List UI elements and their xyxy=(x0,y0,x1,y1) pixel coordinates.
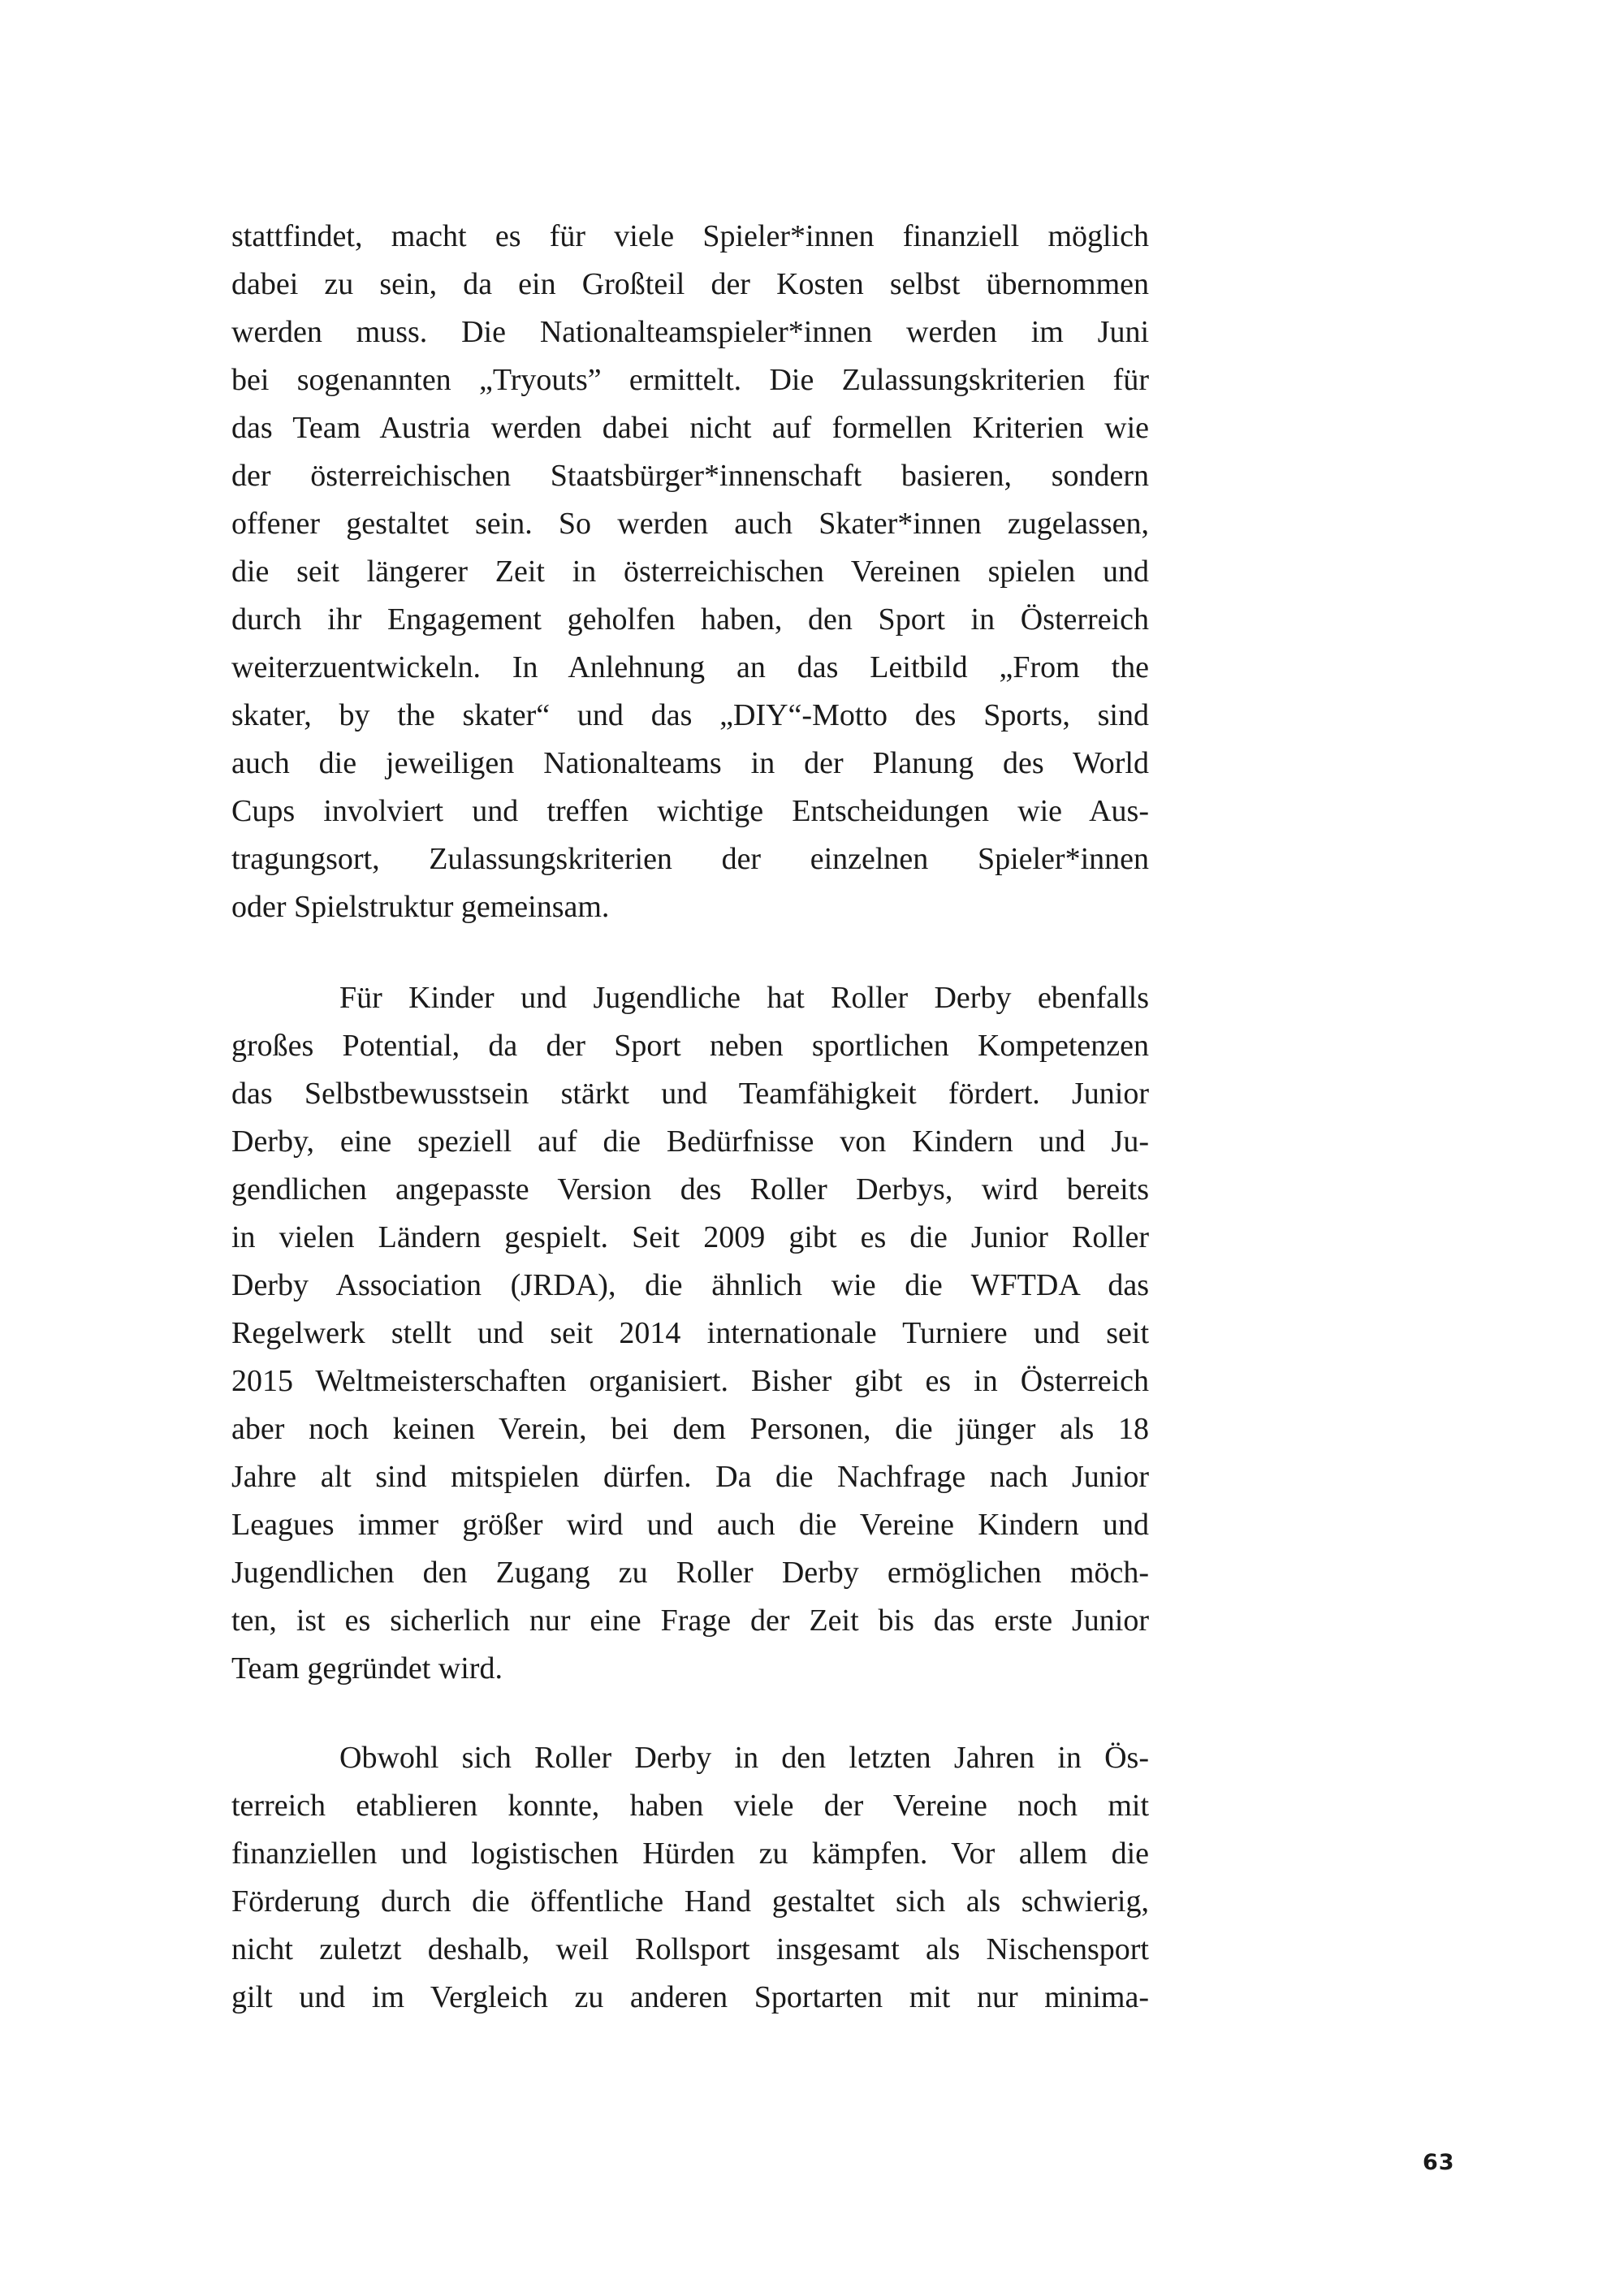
text-line: Förderung durch die öffentliche Hand gestaltet sich als schwierig, xyxy=(231,1884,1149,1919)
text-line: stattfindet, macht es für viele Spieler*innen finanziell möglich xyxy=(231,219,1149,253)
text-line: Cups involviert und treffen wichtige Entscheidungen wie Aus- xyxy=(231,794,1149,828)
text-line: bei sogenannten „Tryouts” ermittelt. Die Zulassungskriterien für xyxy=(231,363,1149,397)
text-line: Für Kinder und Jugendliche hat Roller Derby ebenfalls xyxy=(339,981,1149,1015)
text-line: der österreichischen Staatsbürger*innenschaft basieren, sondern xyxy=(231,459,1149,493)
paragraph-world-cup xyxy=(231,213,1149,931)
text-line: Obwohl sich Roller Derby in den letzten Jahren in Ös- xyxy=(339,1741,1149,1775)
text-line: Regelwerk stellt und seit 2014 internationale Turniere und seit xyxy=(231,1316,1149,1350)
text-line: aber noch keinen Verein, bei dem Personen, die jünger als 18 xyxy=(231,1412,1149,1446)
text-line: werden muss. Die Nationalteamspieler*innen werden im Juni xyxy=(231,315,1149,349)
text-line: das Team Austria werden dabei nicht auf formellen Kriterien wie xyxy=(231,411,1149,445)
text-line: dabei zu sein, da ein Großteil der Kosten selbst übernommen xyxy=(231,267,1149,301)
text-line: Jugendlichen den Zugang zu Roller Derby ermöglichen möch- xyxy=(231,1556,1149,1590)
paragraph-junior-derby xyxy=(231,974,1149,1693)
text-line: oder Spielstruktur gemeinsam. xyxy=(231,890,610,924)
text-line: Leagues immer größer wird und auch die Vereine Kindern und xyxy=(231,1508,1149,1542)
paragraph-funding xyxy=(231,1734,1149,2022)
text-line: gendlichen angepasste Version des Roller Derbys, wird bereits xyxy=(231,1172,1149,1206)
text-line: terreich etablieren konnte, haben viele der Vereine noch mit xyxy=(231,1789,1149,1823)
text-line: das Selbstbewusstsein stärkt und Teamfähigkeit fördert. Junior xyxy=(231,1077,1149,1111)
text-line: Derby, eine speziell auf die Bedürfnisse von Kindern und Ju- xyxy=(231,1124,1149,1159)
text-line: ten, ist es sicherlich nur eine Frage der Zeit bis das erste Junior xyxy=(231,1604,1149,1638)
text-line: finanziellen und logistischen Hürden zu kämpfen. Vor allem die xyxy=(231,1837,1149,1871)
text-line: offener gestaltet sein. So werden auch Skater*innen zugelassen, xyxy=(231,507,1149,541)
text-line: großes Potential, da der Sport neben sportlichen Kompetenzen xyxy=(231,1029,1149,1063)
text-line: gilt und im Vergleich zu anderen Sportarten mit nur minima- xyxy=(231,1980,1149,2014)
text-line: weiterzuentwickeln. In Anlehnung an das Leitbild „From the xyxy=(231,650,1149,684)
text-line: 2015 Weltmeisterschaften organisiert. Bisher gibt es in Österreich xyxy=(231,1364,1149,1398)
text-line: Team gegründet wird. xyxy=(231,1651,503,1686)
text-line: auch die jeweiligen Nationalteams in der Planung des World xyxy=(231,746,1149,780)
text-line: Jahre alt sind mitspielen dürfen. Da die Nachfrage nach Junior xyxy=(231,1460,1149,1494)
page-number: 63 xyxy=(1423,2150,1455,2175)
text-line: durch ihr Engagement geholfen haben, den Sport in Österreich xyxy=(231,602,1149,637)
text-line: tragungsort, Zulassungskriterien der einzelnen Spieler*innen xyxy=(231,842,1149,876)
text-line: skater, by the skater“ und das „DIY“-Motto des Sports, sind xyxy=(231,698,1149,732)
text-line: in vielen Ländern gespielt. Seit 2009 gibt es die Junior Roller xyxy=(231,1220,1149,1254)
text-line: die seit längerer Zeit in österreichischen Vereinen spielen und xyxy=(231,555,1149,589)
text-line: nicht zuletzt deshalb, weil Rollsport insgesamt als Nischensport xyxy=(231,1932,1149,1966)
text-line: Derby Association (JRDA), die ähnlich wie die WFTDA das xyxy=(231,1268,1149,1302)
